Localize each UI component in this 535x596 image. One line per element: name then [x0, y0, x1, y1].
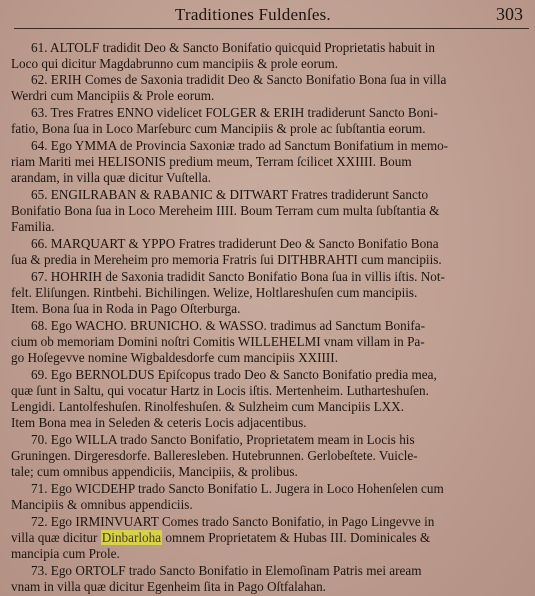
line-text: 67. HOHRIH de Saxonia tradidit Sancto Bonifatio Bona ſua in villis iſtis. Not- — [31, 269, 445, 284]
line-text: quæ ſunt in Saltu, qui vocatur Hartz in Locis iſtis. Mertenheim. Lutharteshuſen. — [11, 383, 429, 398]
line-text: 65. ENGILRABAN & RABANIC & DITWART Fratres tradiderunt Sancto — [31, 187, 429, 202]
text-line — [11, 383, 429, 399]
text-line — [31, 72, 446, 88]
text-line — [11, 170, 211, 186]
line-text: 73. Ego ORTOLF trado Sancto Bonifatio in Elemoſinam Patris mei aream — [31, 563, 422, 578]
text-line — [11, 56, 338, 72]
text-line — [11, 203, 439, 219]
text-line — [11, 252, 442, 268]
text-line — [31, 514, 434, 530]
line-text: Bonifatio Bona ſua in Loco Mereheim IIII. Boum Terram cum multa ſubſtantia & — [11, 203, 440, 218]
text-line — [31, 105, 438, 121]
line-text: Familia. — [11, 219, 55, 234]
text-line — [11, 579, 326, 595]
text-line — [11, 334, 425, 350]
text-line — [31, 236, 439, 252]
text-line — [31, 432, 415, 448]
page-number: 303 — [496, 4, 523, 24]
line-text: Item. Bona ſua in Roda in Pago Oſterburga. — [11, 301, 241, 316]
text-line — [31, 318, 425, 334]
text-line — [11, 350, 338, 366]
text-line — [11, 219, 55, 235]
line-text: 66. MARQUART & YPPO Fratres tradiderunt Deo & Sancto Bonifatio Bona — [31, 236, 439, 251]
line-text: 71. Ego WICDEHP trado Sancto Bonifatio L. Jugera in Loco Hohenſelen cum — [31, 481, 444, 496]
line-text: cium ob memoriam Domini noſtri Comitis WILLEHELMI vnam villam in Pa- — [11, 334, 425, 349]
line-text: vnam in villa quæ dicitur Egenheim ſita in Pago Oſtfalahan. — [11, 579, 326, 594]
line-text: felt. Eliſungen. Rintbehi. Bichilingen. Welize, Holtlareshuſen cum mancipiis. — [11, 285, 418, 300]
line-text: Lengidi. Lantolfeshuſen. Rinolfeshuſen. & Sulzheim cum Mancipiis LXX. — [11, 399, 404, 414]
text-line — [11, 464, 298, 480]
line-text: Mancipiis & omnibus appendiciis. — [11, 497, 193, 512]
text-line — [11, 497, 193, 513]
text-line — [31, 481, 444, 497]
text-line — [11, 88, 214, 104]
line-text: Werdri cum Mancipiis & Prole eorum. — [11, 88, 215, 103]
line-text: 72. Ego IRMINVUART Comes trado Sancto Bonifatio, in Pago Lingevve in — [31, 514, 435, 529]
text-line — [11, 154, 412, 170]
running-title: Traditiones Fuldenſes. — [175, 5, 331, 24]
text-line — [31, 138, 448, 154]
line-text: 62. ERIH Comes de Saxonia tradidit Deo & Sancto Bonifatio Bona ſua in villa — [31, 72, 447, 87]
highlighted-place-name: Dinbarloha — [101, 530, 162, 545]
line-text: 61. ALTOLF tradidit Deo & Sancto Bonifatio quicquid Proprietatis habuit in — [31, 40, 436, 55]
text-line — [11, 301, 240, 317]
line-text: villa quæ dicitur — [11, 530, 101, 545]
line-text: Loco qui dicitur Magdabrunno cum mancipiis & prole eorum. — [11, 56, 339, 71]
line-text: Gruningen. Dirgeresdorfe. Balleresleben. Hutebrunnen. Gerlobeſtete. Vuicle- — [11, 448, 418, 463]
line-text: 63. Tres Fratres ENNO videlicet FOLGER & ERIH tradiderunt Sancto Boni- — [31, 105, 438, 120]
line-text: 70. Ego WILLA trado Sancto Bonifatio, Proprietatem meam in Locis his — [31, 432, 415, 447]
text-line — [11, 415, 307, 431]
line-text: ſua & predia in Mereheim pro memoria Fratris ſui DITHBRAHTI cum mancipiis. — [11, 252, 442, 267]
line-text: arandam, in villa quæ dicitur Vuſtella. — [11, 170, 212, 185]
text-line — [31, 563, 422, 579]
text-line — [31, 187, 428, 203]
text-line — [11, 546, 120, 562]
line-text: tale; cum omnibus appendiciis, Mancipiis, & prolibus. — [11, 464, 298, 479]
line-text: fatio, Bona ſua in Loco Marſeburc cum Mancipiis & prole ac ſubſtantia eorum. — [11, 121, 426, 136]
line-text: Item Bona mea in Seleden & ceteris Locis adjacentibus. — [11, 415, 307, 430]
text-line — [31, 40, 435, 56]
text-line — [31, 269, 445, 285]
page-header — [0, 2, 535, 28]
line-text: riam Mariti mei HELISONIS predium meum, Terram ſcilicet XXIIII. Boum — [11, 154, 412, 169]
text-line — [11, 530, 430, 546]
line-text: 69. Ego BERNOLDUS Epiſcopus trado Deo & Sancto Bonifatio predia mea, — [31, 367, 437, 382]
text-line — [11, 399, 404, 415]
text-line — [31, 367, 437, 383]
text-line — [11, 448, 418, 464]
header-rule — [14, 28, 529, 29]
line-text: omnem Proprietatem & Hubas III. Dominicales & — [162, 530, 431, 545]
line-text: mancipia cum Prole. — [11, 546, 120, 561]
line-text: 64. Ego YMMA de Provincia Saxoniæ trado ad Sanctum Bonifatium in memo- — [31, 138, 449, 153]
line-text: go Hoſegevve nomine Wigbaldesdorfe cum mancipiis XXIIII. — [11, 350, 338, 365]
text-line — [11, 285, 417, 301]
text-line — [11, 121, 426, 137]
line-text: 68. Ego WACHO. BRUNICHO. & WASSO. tradimus ad Sanctum Bonifa- — [31, 318, 426, 333]
